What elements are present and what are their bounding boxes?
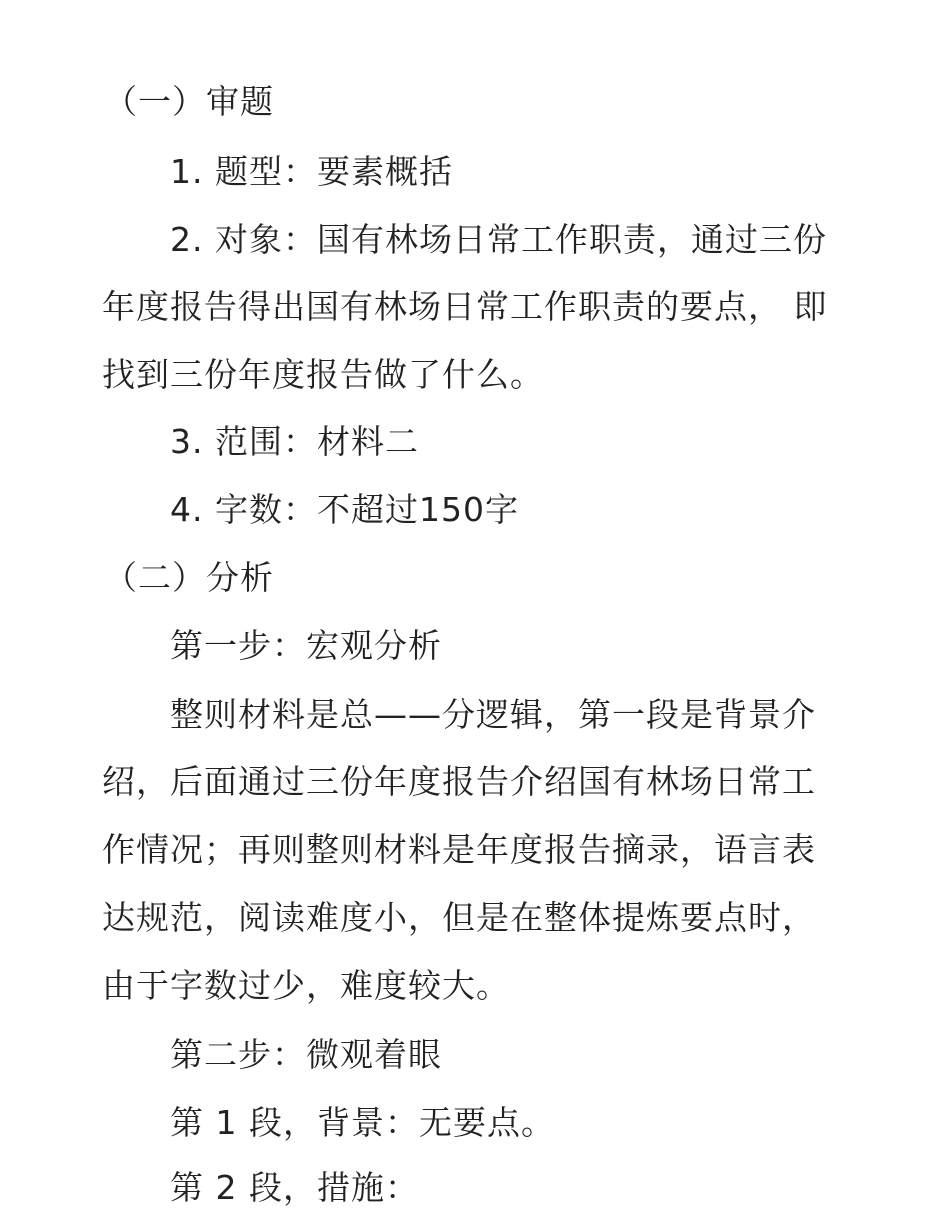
text-line-question-type: 1. 题型：要素概括 bbox=[170, 152, 453, 191]
text-line-word-count: 4. 字数：不超过150字 bbox=[170, 490, 519, 529]
partial-bottom-clip bbox=[0, 1162, 950, 1230]
paragraph-line-1: 整则材料是总——分逻辑，第一段是背景介 bbox=[170, 695, 816, 734]
text-line-step-one: 第一步：宏观分析 bbox=[170, 626, 442, 665]
paragraph-line-2: 绍，后面通过三份年度报告介绍国有林场日常工 bbox=[102, 762, 816, 801]
text-line-step-two: 第二步：微观着眼 bbox=[170, 1035, 442, 1074]
section-heading-analysis: （二）分析 bbox=[104, 558, 274, 597]
partial-heading-clip bbox=[0, 0, 950, 118]
paragraph-line-4: 达规范，阅读难度小，但是在整体提炼要点时， bbox=[102, 898, 816, 937]
paragraph-line-5: 由于字数过少，难度较大。 bbox=[102, 966, 510, 1005]
text-line-paragraph-one: 第 1 段，背景：无要点。 bbox=[170, 1103, 555, 1142]
text-line-partial-bottom: 第 2 段，措施： bbox=[170, 1168, 419, 1207]
paragraph-line-3: 作情况；再则整则材料是年度报告摘录，语言表 bbox=[102, 830, 816, 869]
text-line-scope: 3. 范围：材料二 bbox=[170, 422, 419, 461]
text-line-object: 2. 对象：国有林场日常工作职责，通过三份 bbox=[170, 220, 827, 259]
section-heading-partial: （一）审题 bbox=[104, 82, 274, 118]
text-line-object-cont-1: 年度报告得出国有林场日常工作职责的要点， 即 bbox=[102, 287, 828, 326]
text-line-object-cont-2: 找到三份年度报告做了什么。 bbox=[102, 355, 544, 394]
